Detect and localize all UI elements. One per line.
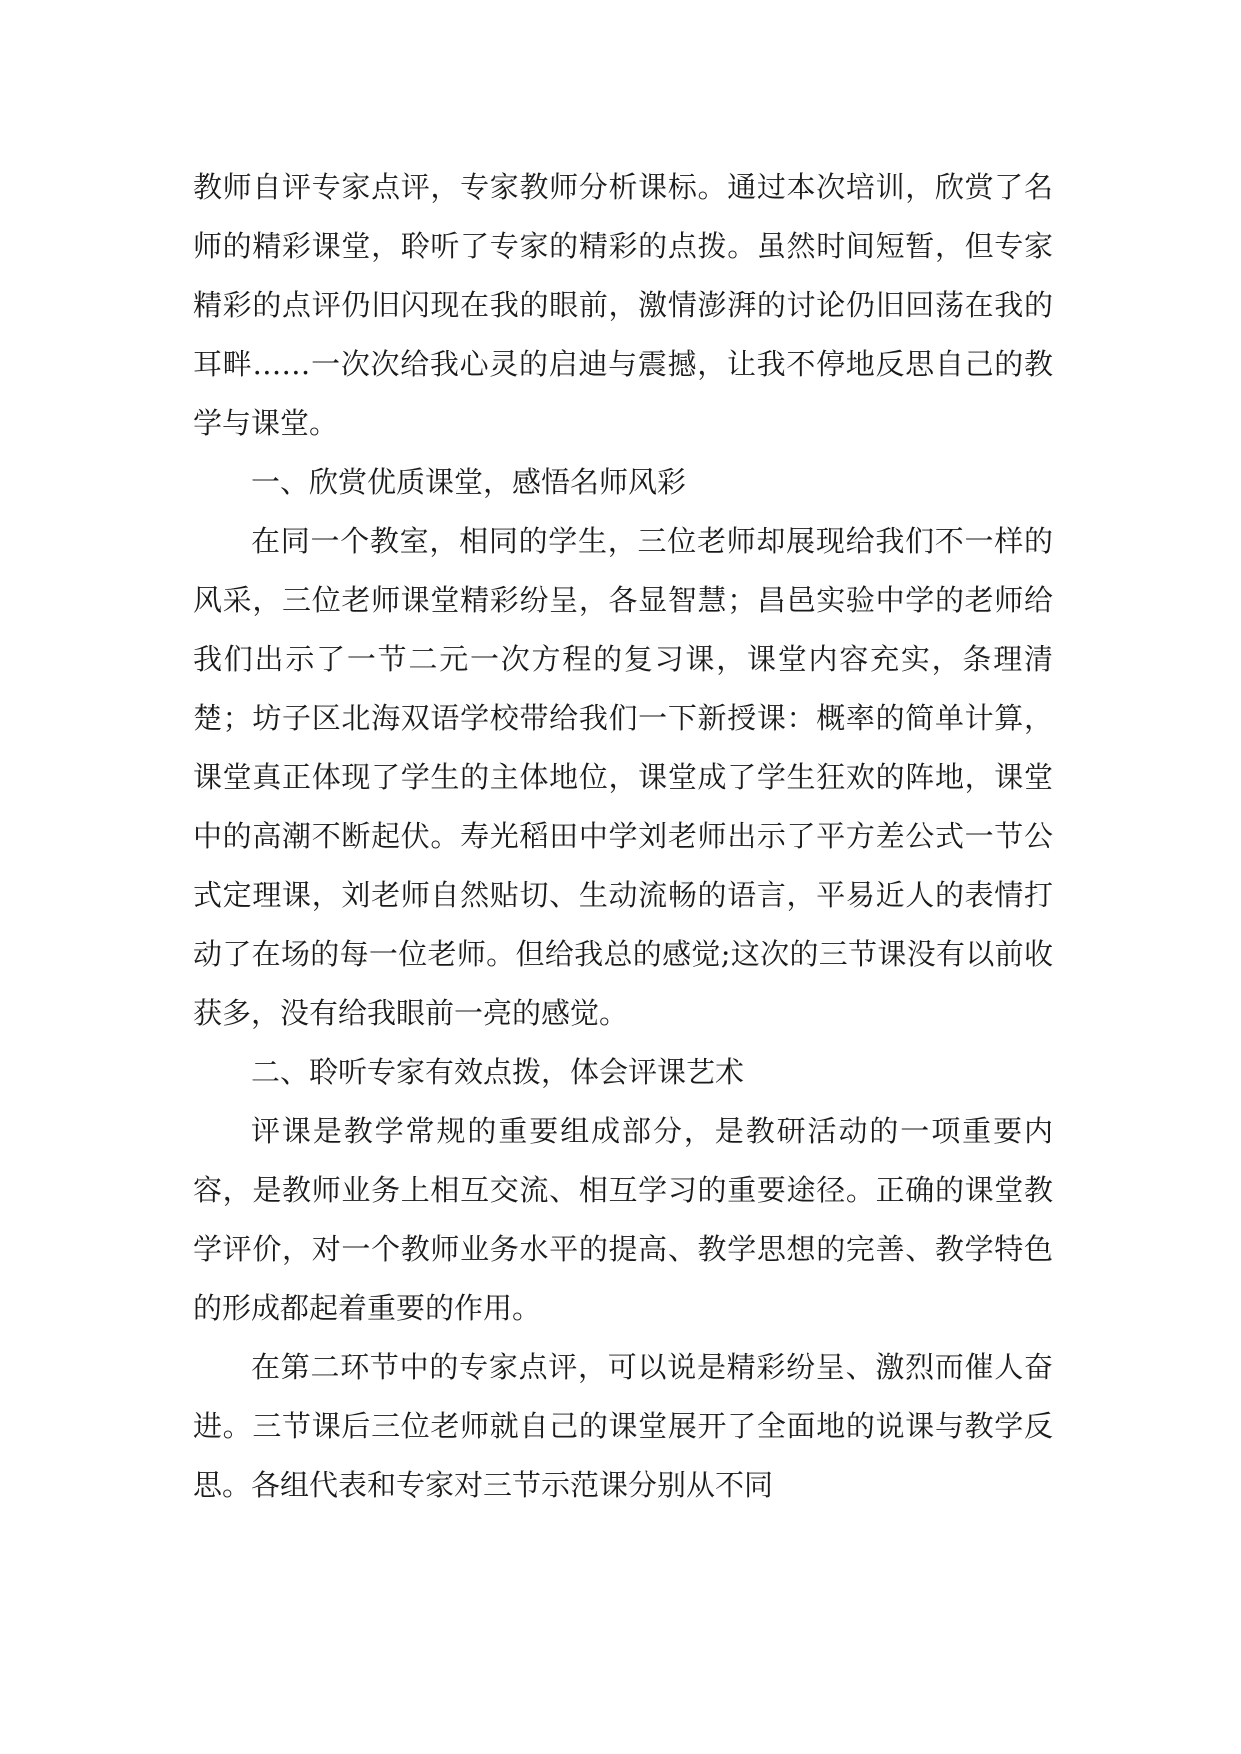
document-body bbox=[193, 158, 1053, 1515]
paragraph-classroom: 在同一个教室，相同的学生，三位老师却展现给我们不一样的风采，三位老师课堂精彩纷呈，各显智慧；昌邑实验中学的老师给我们出示了一节二元一次方程的复习课，课堂内容充实，条理清楚；坊子区北海双语学校带给我们一下新授课：概率的简单计算，课堂真正体现了学生的主体地位，课堂成了学生狂欢的阵地，课堂中的高潮不断起伏。寿光稻田中学刘老师出示了平方差公式一节公式定理课，刘老师自然贴切、生动流畅的语言，平易近人的表情打动了在场的每一位老师。但给我总的感觉;这次的三节课没有以前收获多，没有给我眼前一亮的感觉。 bbox=[193, 524, 1053, 1030]
section-heading-1: 一、欣赏优质课堂，感悟名师风彩 bbox=[251, 465, 687, 499]
section-heading-2: 二、聆听专家有效点拨，体会评课艺术 bbox=[251, 1055, 745, 1089]
paragraph-expert-review: 在第二环节中的专家点评，可以说是精彩纷呈、激烈而催人奋进。三节课后三位老师就自己的课堂展开了全面地的说课与教学反思。各组代表和专家对三节示范课分别从不同 bbox=[193, 1350, 1053, 1502]
paragraph-evaluation: 评课是教学常规的重要组成部分，是教研活动的一项重要内容，是教师业务上相互交流、相互学习的重要途径。正确的课堂教学评价，对一个教师业务水平的提高、教学思想的完善、教学特色的形成都起着重要的作用。 bbox=[193, 1114, 1053, 1325]
paragraph-intro: 教师自评专家点评，专家教师分析课标。通过本次培训，欣赏了名师的精彩课堂，聆听了专家的精彩的点拨。虽然时间短暂，但专家精彩的点评仍旧闪现在我的眼前，激情澎湃的讨论仍旧回荡在我的耳畔……一次次给我心灵的启迪与震撼，让我不停地反思自己的教学与课堂。 bbox=[193, 170, 1053, 440]
